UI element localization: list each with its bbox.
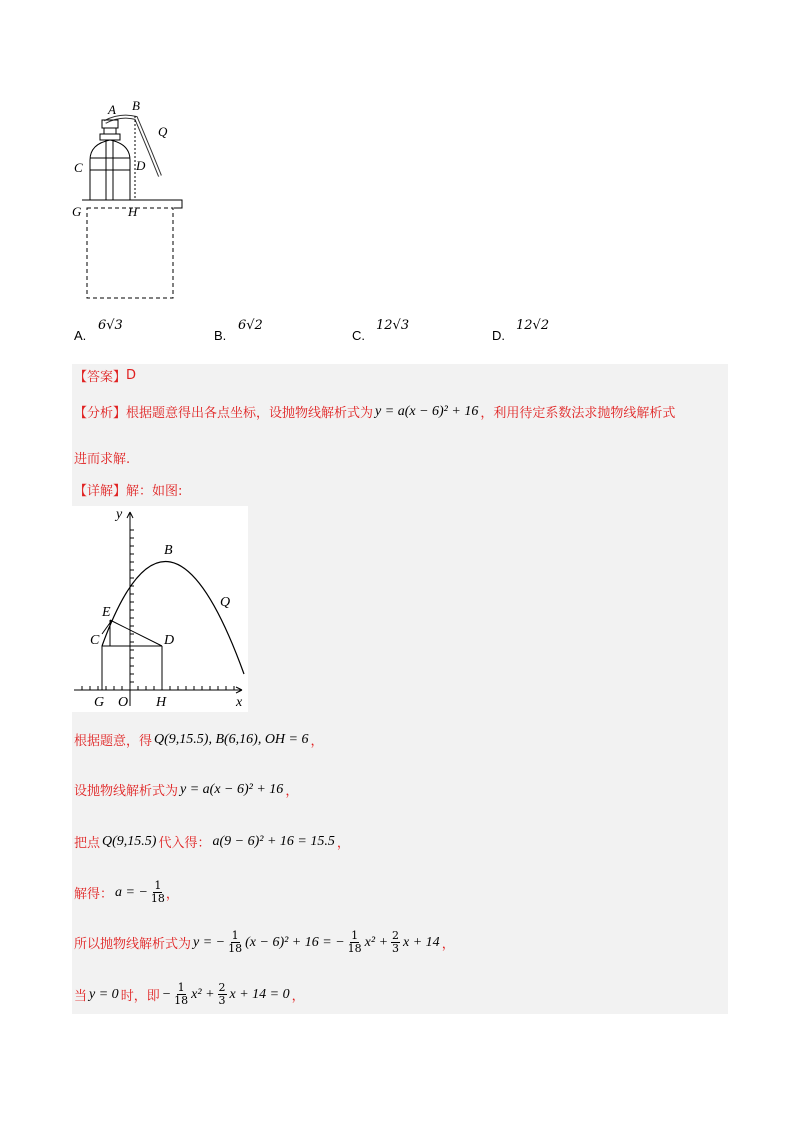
- step-3-end: ，: [336, 836, 350, 851]
- step-5-end: ，: [441, 937, 455, 952]
- step-3-math-1: Q(9,15.5): [102, 833, 157, 849]
- step-3-text-1: 把点: [74, 836, 101, 851]
- label-D: D: [136, 158, 146, 173]
- step-6-math-1: y = 0: [89, 986, 119, 1002]
- option-letter: D.: [492, 328, 505, 343]
- step-6-math-4: x + 14 = 0: [229, 986, 290, 1002]
- option-value: 6√2: [238, 318, 263, 333]
- option-letter: B.: [214, 328, 227, 343]
- step-3-math-2: a(9 − 6)² + 16 = 15.5: [212, 833, 335, 849]
- answer-tag: 【答案】: [74, 370, 127, 385]
- label-C: C: [74, 160, 83, 175]
- answer-line: [74, 366, 136, 385]
- step-3-text-2: 代入得：: [158, 836, 211, 851]
- fraction-denominator: 3: [218, 994, 226, 1007]
- analysis-text-1: 根据题意得出各点坐标，设抛物线解析式为: [126, 406, 374, 421]
- option-value: 12√3: [376, 318, 410, 333]
- fraction-denominator: 3: [392, 942, 400, 955]
- step-2-end: ，: [285, 784, 299, 799]
- label-y: y: [116, 507, 123, 522]
- analysis-line-1: [74, 402, 675, 421]
- step-4: [74, 880, 179, 905]
- fraction-numerator: 2: [392, 929, 400, 942]
- label-H: H: [156, 695, 167, 710]
- step-5-math-1: y = −: [193, 934, 226, 950]
- step-1-end: ，: [310, 734, 324, 749]
- detail-tag: 【详解】: [74, 484, 127, 499]
- label-G: G: [94, 695, 105, 710]
- analysis-line-2: [74, 448, 130, 467]
- step-6-math-2: −: [161, 986, 172, 1002]
- fraction: [348, 930, 362, 955]
- step-1-text: 根据题意，得: [74, 734, 153, 749]
- fraction-numerator: 2: [218, 981, 226, 994]
- bottle-figure: [60, 96, 200, 306]
- fraction-denominator: 18: [347, 942, 362, 955]
- label-B: B: [132, 98, 140, 113]
- fraction-denominator: 18: [174, 994, 189, 1007]
- fraction-numerator: 1: [351, 929, 359, 942]
- fraction-numerator: 1: [231, 929, 239, 942]
- fraction-numerator: 1: [154, 879, 162, 892]
- step-4-text: 解得：: [74, 887, 114, 902]
- step-6-math-3: x² +: [191, 986, 215, 1002]
- step-2: [74, 780, 298, 799]
- fraction: [391, 930, 400, 955]
- label-E: E: [102, 605, 111, 620]
- step-5-text: 所以抛物线解析式为: [74, 937, 192, 952]
- step-3: [74, 832, 350, 851]
- step-6-text-1: 当: [74, 989, 88, 1004]
- step-5-math-4: x + 14: [403, 934, 440, 950]
- option-value: 6√3: [98, 318, 123, 333]
- detail-text: 解：如图:: [126, 484, 183, 499]
- label-B: B: [164, 543, 173, 558]
- analysis-text-3: 进而求解.: [74, 452, 131, 467]
- step-6-text-2: 时，即: [120, 989, 160, 1004]
- step-5-math-2: (x − 6)² + 16 = −: [245, 934, 345, 950]
- step-6-end: ，: [291, 989, 305, 1004]
- step-1-math: Q(9,15.5), B(6,16), OH = 6: [154, 731, 309, 747]
- analysis-formula: y = a(x − 6)² + 16: [375, 403, 479, 419]
- option-letter: C.: [352, 328, 365, 343]
- parabola-figure: [72, 506, 248, 712]
- label-A: A: [108, 102, 116, 117]
- label-H: H: [128, 204, 138, 219]
- step-5-math-3: x² +: [364, 934, 389, 950]
- step-1: [74, 730, 324, 749]
- analysis-tag: 【分析】: [74, 406, 127, 421]
- label-Q: Q: [158, 124, 168, 139]
- fraction-denominator: 18: [228, 942, 243, 955]
- label-C: C: [90, 633, 100, 648]
- fraction: [174, 982, 188, 1007]
- answer-value: D: [126, 368, 137, 383]
- fraction: [151, 880, 165, 905]
- fraction-denominator: 18: [150, 892, 165, 905]
- step-2-math: y = a(x − 6)² + 16: [180, 781, 284, 797]
- fraction: [218, 982, 227, 1007]
- step-2-text: 设抛物线解析式为: [74, 784, 179, 799]
- fraction-numerator: 1: [177, 981, 185, 994]
- analysis-text-2: ，利用待定系数法求抛物线解析式: [480, 406, 676, 421]
- step-4-end: ，: [165, 887, 179, 902]
- answer-options: [74, 318, 674, 348]
- step-6: [74, 982, 305, 1007]
- label-x: x: [236, 695, 243, 710]
- fraction: [228, 930, 242, 955]
- label-G: G: [72, 204, 82, 219]
- label-O: O: [118, 695, 129, 710]
- detail-line: [74, 480, 182, 499]
- step-4-math: a = −: [115, 884, 148, 900]
- step-5: [74, 930, 455, 955]
- option-letter: A.: [74, 328, 87, 343]
- label-D: D: [164, 633, 175, 648]
- label-Q: Q: [220, 595, 231, 610]
- option-value: 12√2: [516, 318, 550, 333]
